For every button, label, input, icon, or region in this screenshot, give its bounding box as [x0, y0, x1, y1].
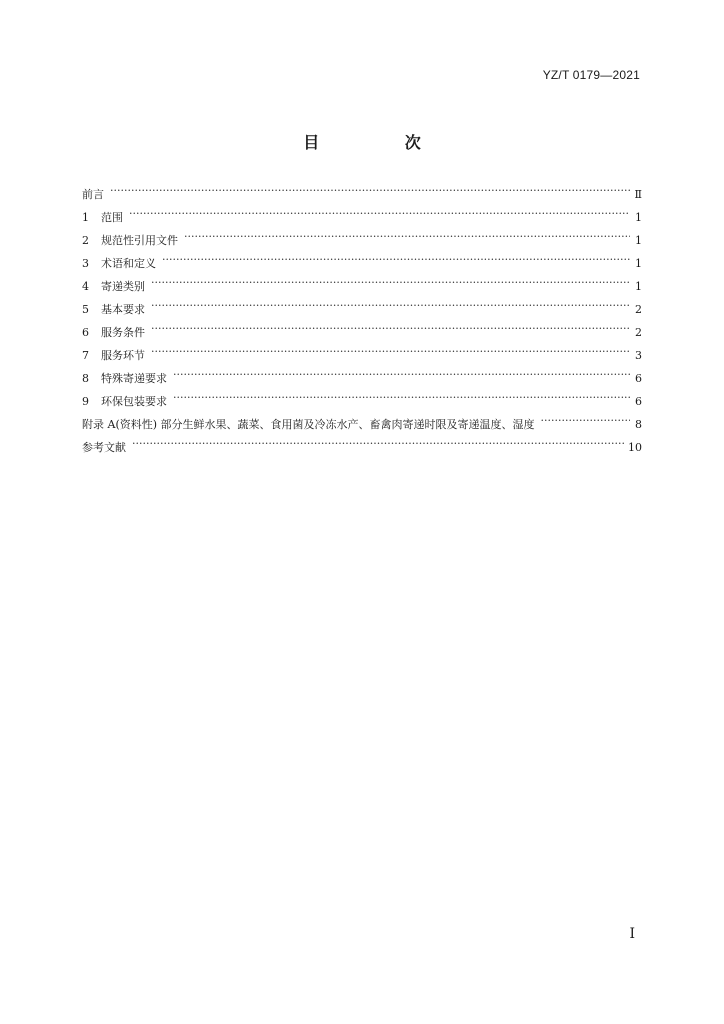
dot-leader [132, 440, 624, 451]
toc-entry-number: 1 [82, 211, 89, 224]
toc-entry-number: 2 [82, 234, 89, 247]
toc-entry-label: 环保包装要求 [101, 395, 167, 408]
toc-entry-service-stages[interactable] [82, 347, 642, 370]
toc-entry-eco-packaging[interactable] [82, 393, 642, 416]
toc-entry-delivery-categories[interactable] [82, 278, 642, 301]
toc-entry-label: 基本要求 [101, 303, 145, 316]
toc-entry-normative-references[interactable] [82, 232, 642, 255]
toc-entry-page: 1 [635, 211, 642, 224]
toc-entry-number: 8 [82, 372, 89, 385]
toc-entry-number: 6 [82, 326, 89, 339]
toc-entry-scope[interactable] [82, 209, 642, 232]
dot-leader [151, 348, 630, 359]
page-number: I [629, 926, 635, 942]
toc-entry-number: 7 [82, 349, 89, 362]
toc-entry-terms-definitions[interactable] [82, 255, 642, 278]
dot-leader [173, 394, 630, 405]
toc-entry-label: 服务环节 [101, 349, 145, 362]
toc-entry-label: 规范性引用文件 [101, 234, 178, 247]
toc-entry-page: 1 [635, 234, 642, 247]
toc-entry-bibliography[interactable] [82, 439, 642, 462]
toc-entry-page: 1 [635, 257, 642, 270]
standard-code: YZ/T 0179—2021 [542, 68, 640, 82]
toc-entry-label: 前言 [82, 188, 104, 201]
toc-entry-label: 服务条件 [101, 326, 145, 339]
toc-entry-number: 3 [82, 257, 89, 270]
toc-entry-basic-requirements[interactable] [82, 301, 642, 324]
toc-entry-label: 参考文献 [82, 441, 126, 454]
table-of-contents [82, 186, 642, 462]
toc-entry-page: 6 [635, 395, 642, 408]
toc-entry-label: 术语和定义 [101, 257, 156, 270]
toc-entry-page: 3 [635, 349, 642, 362]
toc-entry-special-delivery[interactable] [82, 370, 642, 393]
dot-leader [173, 371, 630, 382]
dot-leader [162, 256, 630, 267]
toc-entry-label: 范围 [101, 211, 123, 224]
toc-entry-page: 6 [635, 372, 642, 385]
toc-entry-service-conditions[interactable] [82, 324, 642, 347]
toc-entry-page: 2 [635, 326, 642, 339]
toc-entry-page: 8 [635, 418, 642, 431]
toc-title: 目 次 [303, 133, 461, 152]
toc-entry-page: 1 [635, 280, 642, 293]
dot-leader [151, 279, 630, 290]
toc-entry-foreword[interactable] [82, 186, 642, 209]
dot-leader [184, 233, 630, 244]
toc-entry-page: Ⅱ [634, 188, 642, 201]
toc-entry-number: 5 [82, 303, 89, 316]
toc-entry-label: 特殊寄递要求 [101, 372, 167, 385]
dot-leader [541, 417, 630, 428]
dot-leader [129, 210, 630, 221]
toc-entry-label: 附录 A(资料性) 部分生鲜水果、蔬菜、食用菌及冷冻水产、畜禽肉寄递时限及寄递温度、湿度 [82, 418, 535, 431]
dot-leader [151, 302, 630, 313]
dot-leader [151, 325, 630, 336]
toc-entry-number: 9 [82, 395, 89, 408]
toc-entry-label: 寄递类别 [101, 280, 145, 293]
toc-entry-number: 4 [82, 280, 89, 293]
toc-entry-page: 2 [635, 303, 642, 316]
dot-leader [110, 187, 630, 198]
toc-entry-appendix-a[interactable] [82, 416, 642, 439]
toc-entry-page: 10 [628, 441, 642, 454]
